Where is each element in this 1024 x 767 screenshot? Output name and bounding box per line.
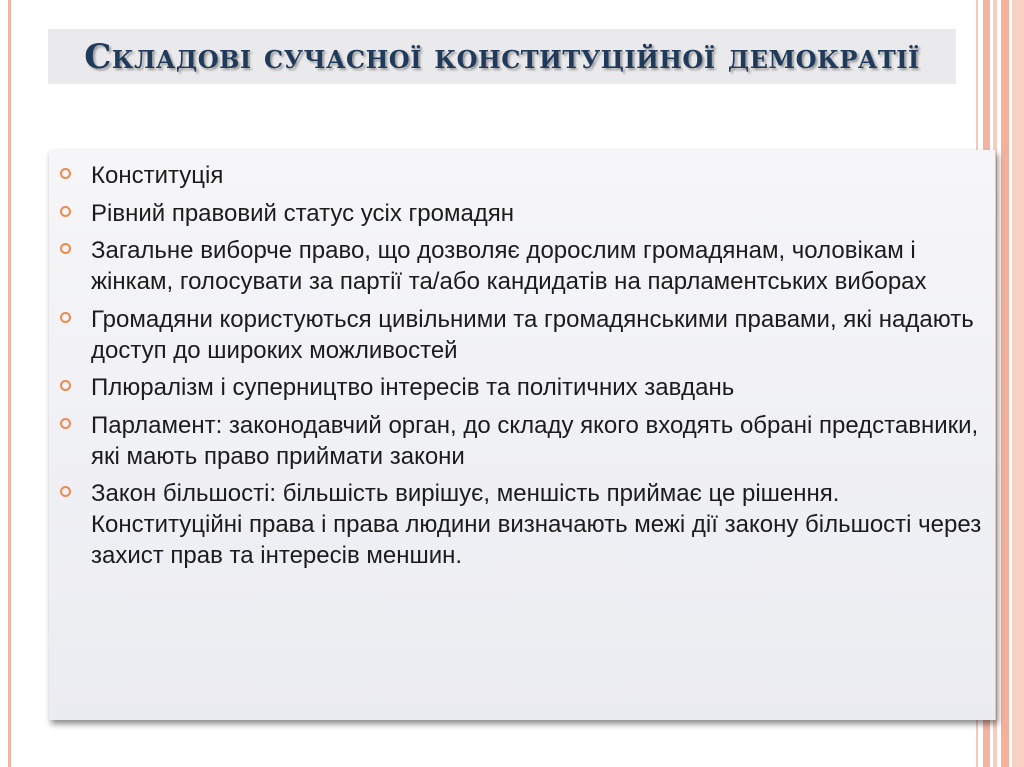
- slide-title: Складові сучасної конституційної демократії: [84, 36, 920, 77]
- list-item-text: Громадяни користуються цивільними та громадянськими правами, які надають доступ до широких можливостей: [91, 305, 974, 364]
- circle-bullet-icon: [60, 243, 71, 254]
- circle-bullet-icon: [60, 206, 71, 217]
- list-item-text: Плюралізм і суперництво інтересів та політичних завдань: [91, 374, 735, 401]
- bullet-list: [49, 150, 995, 571]
- list-item-text: Рівний правовий статус усіх громадян: [91, 199, 515, 227]
- list-item: [91, 160, 985, 191]
- list-item-text: Загальне виборче право, що дозволяє дорослим громадянам, чоловікам і жінкам, голосувати за партії та/або кандидатів на парламентських виборах: [91, 237, 927, 295]
- list-item: [91, 478, 985, 571]
- circle-bullet-icon: [60, 486, 71, 497]
- decor-stripe: [1012, 0, 1024, 767]
- list-item: [91, 198, 985, 229]
- content-box: [49, 150, 996, 720]
- circle-bullet-icon: [60, 168, 71, 179]
- list-item-text: Конституція: [91, 162, 224, 189]
- title-bar: [48, 29, 956, 84]
- list-item: [91, 235, 985, 297]
- list-item: [91, 304, 985, 366]
- list-item-text: Закон більшості: більшість вирішує, меншість приймає це рішення. Конституційні права і права людини визначають межі дії закону більшості через захист прав та інтересів меншин.: [91, 480, 982, 569]
- list-item: [91, 410, 985, 472]
- circle-bullet-icon: [60, 312, 71, 323]
- list-item-text: Парламент: законодавчий орган, до складу якого входять обрані представники, які мають право приймати закони: [91, 411, 979, 470]
- decor-stripe: [1001, 0, 1009, 767]
- left-border-line: [8, 0, 11, 767]
- list-item: [91, 372, 985, 403]
- circle-bullet-icon: [60, 418, 71, 429]
- circle-bullet-icon: [60, 380, 71, 391]
